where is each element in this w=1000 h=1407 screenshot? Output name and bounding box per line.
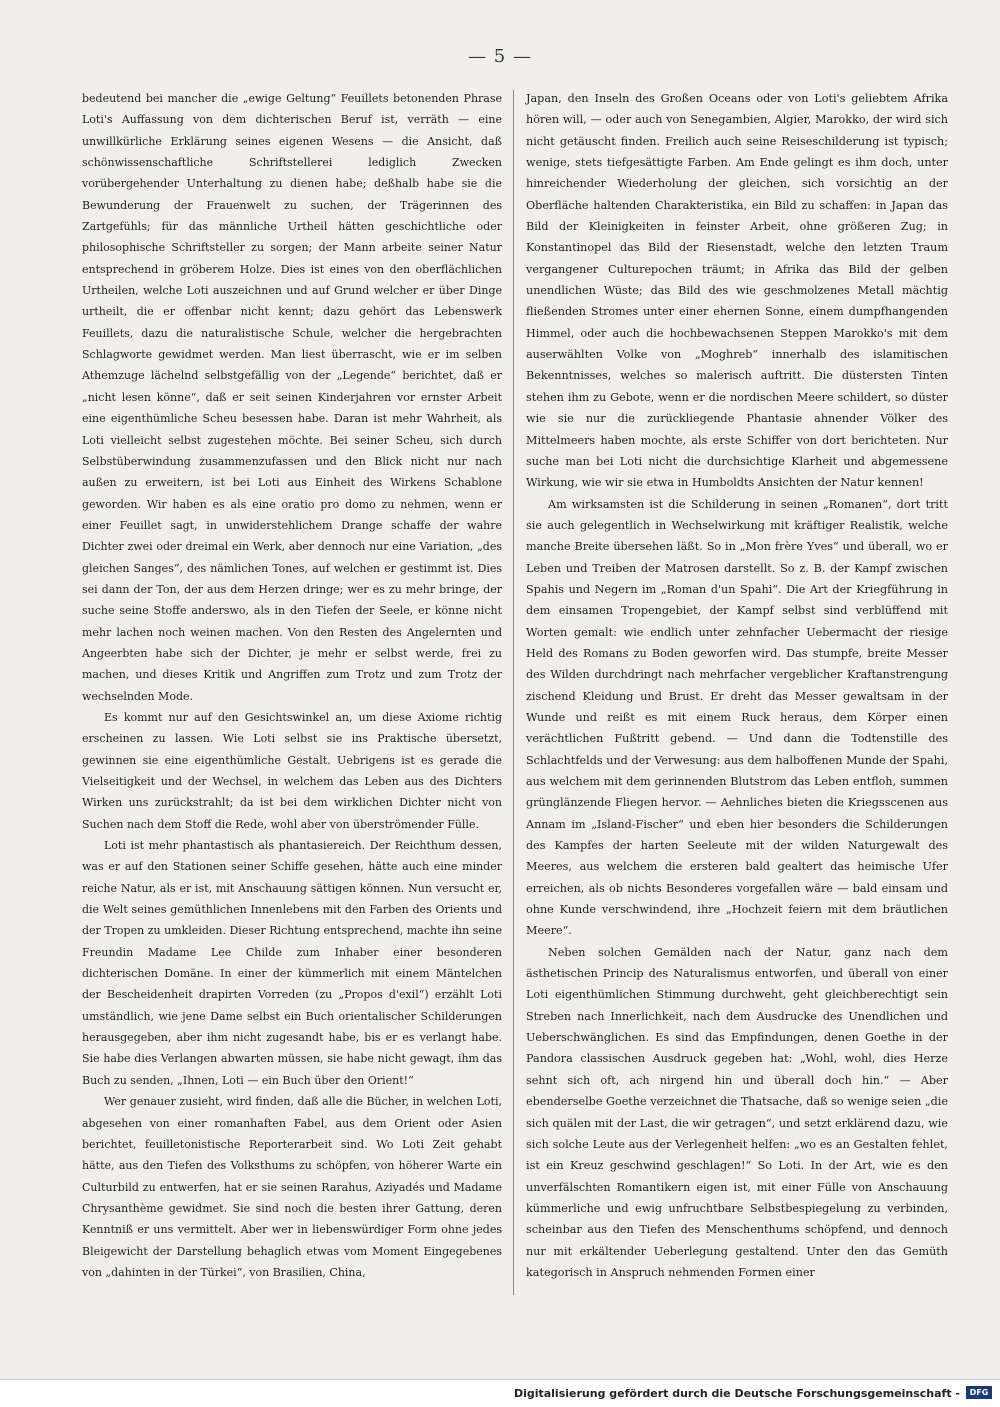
paragraph: Es kommt nur auf den Gesichtswinkel an, um diese Axiome richtig erscheinen zu lassen. Wie Loti selbst sie ins Praktische übersetzt, gewinnen sie eine eigenthümliche Gestalt. Uebrigens ist es gerade die Vielseitigkeit und der Wechsel, in welchem das Leben aus des Dichters Wirken uns zurückstrahlt; da ist bei dem wirklichen Dichter nicht von Suchen nach dem Stoff die Rede, wohl aber von überströmender Fülle.: [82, 710, 502, 831]
column-divider: [513, 90, 514, 1295]
paragraph: Neben solchen Gemälden nach der Natur, ganz nach dem ästhetischen Princip des Naturalismus entworfen, und überall von einer Loti eigenthümlichen Stimmung durchweht, geht gleichberechtigt sein Streben nach Innerlichkeit, nach dem Ausdrucke des Unendlichen und Ueberschwänglichen. Es sind das Empfindungen, denen Goethe in der Pandora classischen Ausdruck gegeben hat: „Wohl, wohl, dies Herze sehnt sich oft, ach nirgend hin und überall doch hin.“ — Aber ebenderselbe Goethe verzeichnet die Thatsache, daß so wenige seien „die sich quälen mit der Last, die wir getragen“, und setzt erklärend dazu, wie sich solche Leute aus der Verlegenheit helfen: „wo es an Gestalten fehlet, ist ein Kreuz geschwind geschlagen!“ So Loti. In der Art, wie es den unverfälschten Romantikern eigen ist, mit einer Fülle von Anschauung kümmerliche und ewig unfruchtbare Selbstbespiegelung zu verbinden, scheinbar aus den Tiefen des Menschenthums schöpfend, und dennoch nur mit erkältender Ueberlegung gestaltend. Unter den das Gemüth kategorisch in Anspruch nehmenden Formen einer: [526, 945, 948, 1279]
paragraph: Wer genauer zusieht, wird finden, daß alle die Bücher, in welchen Loti, abgesehen von einer romanhaften Fabel, aus dem Orient oder Asien berichtet, feuilletonistische Reporterarbeit sind. Wo Loti Zeit gehabt hätte, aus den Tiefen des Volksthums zu schöpfen, von höherer Warte ein Culturbild zu entwerfen, hat er sie seinen Rarahus, Aziyadés und Madame Chrysanthème gewidmet. Sie sind noch die besten ihrer Gattung, deren Kenntniß er uns vermittelt. Aber wer in liebenswürdiger Form ohne jedes Bleigewicht der Darstellung behaglich etwas vom Moment Eingegebenes von „dahinten in der Türkei“, von Brasilien, China,: [82, 1095, 502, 1279]
paragraph: Japan, den Inseln des Großen Oceans oder von Loti's geliebtem Afrika hören will, — oder auch von Senegambien, Algier, Marokko, der wird sich nicht getäuscht finden. Freilich auch seine Reiseschilderung ist typisch; wenige, stets tiefgesättigte Farben. Am Ende gelingt es ihm doch, unter hinreichender Wiederholung der gleichen, sich vorsichtig an der Oberfläche haltenden Charakteristika, ein Bild zu schaffen: in Japan das Bild der Kleinigkeiten in feinster Arbeit, ohne größeren Zug; in Konstantinopel das Bild der Riesenstadt, welche den letzten Traum vergangener Culturepochen träumt; in Afrika das Bild der gelben unendlichen Wüste; das Bild des wie geschmolzenes Metall mächtig fließenden Stromes unter einer ehernen Sonne, einem dumpfhangenden Himmel, oder auch die hochbewachsenen Steppen Marokko's mit dem auserwählten Volke von „Moghreb“ innerhalb des islamitischen Bekenntnisses, welches so malerisch auftritt. Die düstersten Tinten stehen ihm zu Gebote, wenn er die nordischen Meere schildert, so düster wie sie nur die zurückliegende Phantasie ahnender Völker des Mittelmeers haben mochte, als erste Schiffer von dort berichteten. Nur suche man bei Loti nicht die durchsichtige Klarheit und abgemessene Wirkung, wie wir sie etwa in Humboldts Ansichten der Natur kennen!: [526, 92, 948, 490]
right-column: [526, 88, 948, 1283]
footer-bar: [0, 1379, 1000, 1407]
dfg-logo: DFG: [966, 1386, 992, 1399]
paragraph: Am wirksamsten ist die Schilderung in seinen „Romanen“, dort tritt sie auch gelegentlich in Wechselwirkung mit kräftiger Realistik, welche manche Breite übersehen läßt. So in „Mon frère Yves“ und überall, wo er Leben und Treiben der Matrosen darstellt. So z. B. der Kampf zwischen Spahis und Negern im „Roman d'un Spahi“. Die Art der Kriegführung in dem einsamen Tropengebiet, der Kampf selbst sind verblüffend mit Worten gemalt: wie endlich unter zehnfacher Uebermacht der riesige Held des Romans zu Boden geworfen wird. Das stumpfe, breite Messer des Wilden durchdringt nach mehrfacher vergeblicher Kraftanstrengung zischend Kleidung und Brust. Er dreht das Messer gewaltsam in der Wunde und reißt es mit einem Ruck heraus, dem Körper einen verächtlichen Fußtritt gebend. — Und dann die Todtenstille des Schlachtfelds und der Verwesung: aus dem halboffenen Munde der Spahi, aus welchem mit dem gerinnenden Blutstrom das Leben entfloh, summen grünglänzende Fliegen hervor. — Aehnliches bieten die Kriegsscenen aus Annam im „Island-Fischer“ und eben hier besonders die Schilderungen des Kampfes der harten Seeleute mit der wilden Naturgewalt des Meeres, aus welchem die ersteren bald gealtert das heimische Ufer erreichen, als ob nichts Besonderes vorgefallen wäre — bald einsam und ohne Kunde verschwindend, ihre „Hochzeit feiern mit dem bräutlichen Meere“.: [526, 497, 948, 938]
paragraph: Loti ist mehr phantastisch als phantasiereich. Der Reichthum dessen, was er auf den Stationen seiner Schiffe gesehen, hätte auch eine minder reiche Natur, als er ist, mit Anschauung sättigen können. Nun versucht er, die Welt seines gemüthlichen Innenlebens mit den Farben des Orients und der Tropen zu umkleiden. Dieser Richtung entsprechend, machte ihn seine Freundin Madame Lee Childe zum Inhaber einer besonderen dichterischen Domäne. In einer der kümmerlich mit einem Mäntelchen der Bescheidenheit drapirten Vorreden (zu „Propos d'exil“) erzählt Loti umständlich, wie jene Dame selbst ein Buch orientalischer Schilderungen herausgegeben, aber ihm nicht zugesandt habe, bis er es verlangt habe. Sie habe dies Verlangen abwarten müssen, sie habe nicht gewagt, ihm das Buch zu senden, „Ihnen, Loti — ein Buch über den Orient!“: [82, 839, 502, 1087]
left-column: [82, 88, 502, 1283]
funding-notice: Digitalisierung gefördert durch die Deutsche Forschungsgemeinschaft -: [513, 1387, 960, 1400]
page-number: — 5 —: [468, 46, 532, 67]
paragraph: bedeutend bei mancher die „ewige Geltung“ Feuillets betonenden Phrase Loti's Auffassung von dem dichterischen Beruf ist, verräth — eine unwillkürliche Erklärung seines eigenen Wesens — die Ansicht, daß schönwissenschaftliche Schriftstellerei lediglich Zwecken vorübergehender Unterhaltung zu dienen habe; deßhalb habe sie die Bewunderung der Frauenwelt zu suchen, der Trägerinnen des Zartgefühls; für das männliche Urtheil hätten geschichtliche oder philosophische Schriftsteller zu sorgen; der Mann arbeite seiner Natur entsprechend in gröberem Holze. Dies ist eines von den oberflächlichen Urtheilen, welche Loti auszeichnen und auf Grund welcher er über Dinge urtheilt, die er offenbar nicht kennt; dazu gehört das Lebenswerk Feuillets, dazu die naturalistische Schule, welcher die hergebrachten Schlagworte gewidmet werden. Man liest überrascht, wie er im selben Athemzuge lächelnd selbstgefällig von der „Legende“ berichtet, daß er „nicht lesen könne“, daß er seit seinen Kinderjahren vor ernster Arbeit eine eigenthümliche Scheu besessen habe. Daran ist mehr Wahrheit, als Loti vielleicht selbst zugestehen möchte. Bei seiner Scheu, sich durch Selbstüberwindung zusammenzufassen und den Blick nicht nur nach außen zu erweitern, ist bei Loti aus Einheit des Wirkens Schablone geworden. Wir haben es als eine oratio pro domo zu nehmen, wenn er einer Feuillet sagt, in unwiderstehlichem Drange schaffe der wahre Dichter zwei oder dreimal ein Werk, aber dennoch nur eine Variation, „des gleichen Sanges“, des nämlichen Tones, auf welchen er gestimmt ist. Dies sei dann der Ton, der aus dem Herzen dringe; wer es zu mehr bringe, der suche seine Stoffe anderswo, als in den Tiefen der Seele, er könne nicht mehr lachen noch weinen machen. Von den Resten des Angelernten und Angeerbten habe sich der Dichter, je mehr er selbst werde, frei zu machen, und dieses Kritik und Angriffen zum Trotz und zum Trotz der wechselnden Mode.: [82, 92, 502, 703]
